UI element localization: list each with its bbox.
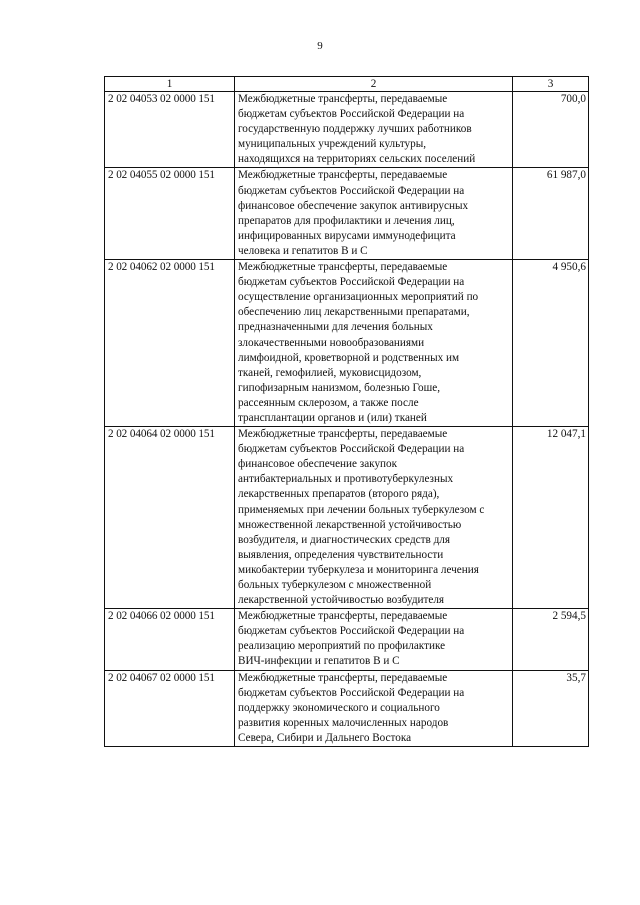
amount-cell: 2 594,5 xyxy=(513,609,589,670)
page-number: 9 xyxy=(317,40,323,52)
table-row xyxy=(105,670,589,746)
budget-code-cell: 2 02 04062 02 0000 151 xyxy=(105,260,235,427)
amount-cell: 35,7 xyxy=(513,670,589,746)
budget-code-cell: 2 02 04064 02 0000 151 xyxy=(105,427,235,609)
description-cell: Межбюджетные трансферты, передаваемые бюджетам субъектов Российской Федерации на финансовое обеспечение закупок антивирусных препаратов для профилактики и лечения лиц, инфицированных вирусами иммунодефицита человека и гепатитов В и С xyxy=(235,168,513,260)
budget-code-cell: 2 02 04066 02 0000 151 xyxy=(105,609,235,670)
amount-cell: 61 987,0 xyxy=(513,168,589,260)
budget-code-cell: 2 02 04053 02 0000 151 xyxy=(105,92,235,168)
table-row xyxy=(105,427,589,609)
description-cell: Межбюджетные трансферты, передаваемые бюджетам субъектов Российской Федерации на реализацию мероприятий по профилактике ВИЧ-инфекции и гепатитов В и С xyxy=(235,609,513,670)
budget-table xyxy=(104,76,589,747)
description-cell: Межбюджетные трансферты, передаваемые бюджетам субъектов Российской Федерации на финансовое обеспечение закупок антибактериальных и противотуберкулезных лекарственных препаратов (второго ряда), применяемых при лечении больных туберкулезом с множественной лекарственной устойчивостью возбудителя, и диагностических средств для выявления, определения чувствительности микобактерии туберкулеза и мониторинга лечения больных туберкулезом с множественной лекарственной устойчивостью возбудителя xyxy=(235,427,513,609)
header-cell-code: 1 xyxy=(105,77,235,92)
table-row xyxy=(105,168,589,260)
table-row xyxy=(105,92,589,168)
amount-cell: 700,0 xyxy=(513,92,589,168)
description-cell: Межбюджетные трансферты, передаваемые бюджетам субъектов Российской Федерации на осуществление организационных мероприятий по обеспечению лиц лекарственными препаратами, предназначенными для лечения больных злокачественными новообразованиями лимфоидной, кроветворной и родственных им тканей, гемофилией, муковисцидозом, гипофизарным нанизмом, болезнью Гоше, рассеянным склерозом, а также после трансплантации органов и (или) тканей xyxy=(235,260,513,427)
amount-cell: 4 950,6 xyxy=(513,260,589,427)
budget-code-cell: 2 02 04067 02 0000 151 xyxy=(105,670,235,746)
header-cell-description: 2 xyxy=(235,77,513,92)
amount-cell: 12 047,1 xyxy=(513,427,589,609)
description-cell: Межбюджетные трансферты, передаваемые бюджетам субъектов Российской Федерации на государственную поддержку лучших работников муниципальных учреждений культуры, находящихся на территориях сельских поселений xyxy=(235,92,513,168)
description-cell: Межбюджетные трансферты, передаваемые бюджетам субъектов Российской Федерации на поддержку экономического и социального развития коренных малочисленных народов Севера, Сибири и Дальнего Востока xyxy=(235,670,513,746)
header-cell-amount: 3 xyxy=(513,77,589,92)
table-row xyxy=(105,260,589,427)
header-row xyxy=(105,77,589,92)
table-row xyxy=(105,609,589,670)
budget-code-cell: 2 02 04055 02 0000 151 xyxy=(105,168,235,260)
